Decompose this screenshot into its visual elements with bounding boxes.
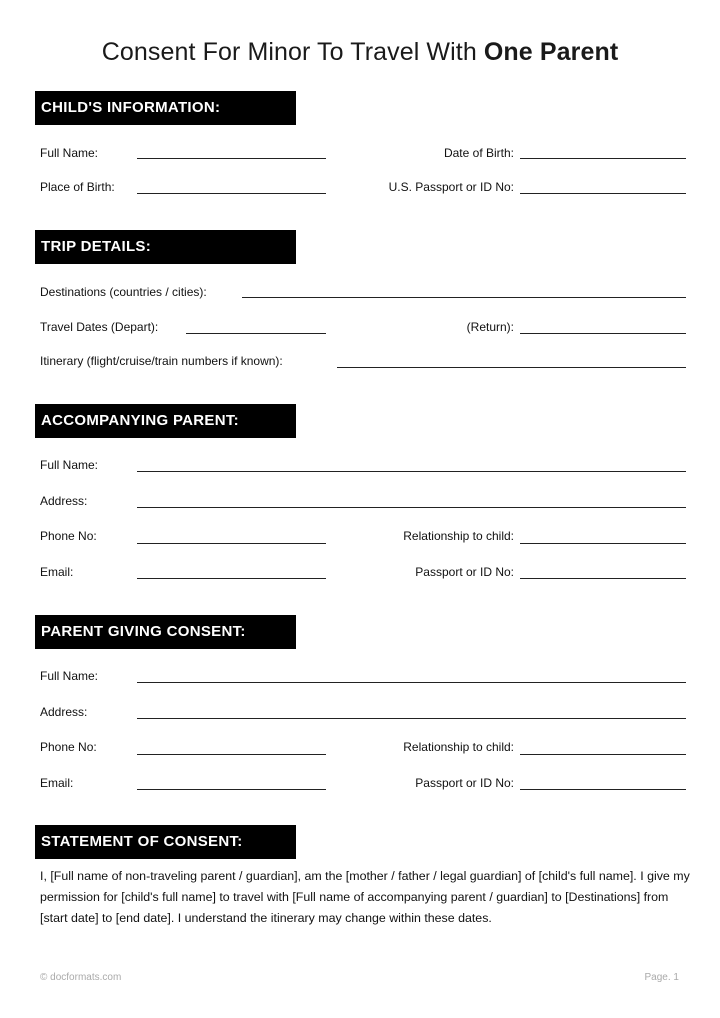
accompanying-relationship-label: Relationship to child:	[403, 529, 514, 543]
consenting-phone-label: Phone No:	[40, 740, 97, 754]
consenting-passport-field[interactable]	[520, 789, 686, 790]
footer-source: © docformats.com	[40, 972, 122, 983]
accompanying-phone-field[interactable]	[137, 543, 326, 544]
trip-return-label: (Return):	[466, 320, 514, 334]
child-passport-label: U.S. Passport or ID No:	[388, 180, 514, 194]
child-place-of-birth-field[interactable]	[137, 193, 326, 194]
accompanying-phone-label: Phone No:	[40, 529, 97, 543]
section-heading-consenting: PARENT GIVING CONSENT:	[35, 615, 296, 649]
consenting-phone-field[interactable]	[137, 754, 326, 755]
consenting-address-field[interactable]	[137, 718, 686, 719]
consenting-full-name-field[interactable]	[137, 682, 686, 683]
trip-itinerary-label: Itinerary (flight/cruise/train numbers if known):	[40, 354, 283, 368]
consenting-address-label: Address:	[40, 705, 88, 719]
accompanying-address-field[interactable]	[137, 507, 686, 508]
trip-depart-field[interactable]	[186, 333, 326, 334]
footer-page-number: Page. 1	[644, 972, 679, 983]
section-heading-child: CHILD'S INFORMATION:	[35, 91, 296, 125]
child-dob-label: Date of Birth:	[443, 146, 514, 160]
section-heading-trip: TRIP DETAILS:	[35, 230, 296, 264]
consenting-email-field[interactable]	[137, 789, 326, 790]
accompanying-passport-field[interactable]	[520, 578, 686, 579]
trip-depart-label: Travel Dates (Depart):	[40, 320, 159, 334]
consenting-relationship-field[interactable]	[520, 754, 686, 755]
child-dob-field[interactable]	[520, 158, 686, 159]
child-full-name-label: Full Name:	[40, 146, 99, 160]
accompanying-email-field[interactable]	[137, 578, 326, 579]
accompanying-full-name-label: Full Name:	[40, 458, 99, 472]
child-full-name-field[interactable]	[137, 158, 326, 159]
accompanying-passport-label: Passport or ID No:	[415, 565, 514, 579]
trip-return-field[interactable]	[520, 333, 686, 334]
accompanying-email-label: Email:	[40, 565, 74, 579]
child-passport-field[interactable]	[520, 193, 686, 194]
section-heading-accompanying: ACCOMPANYING PARENT:	[35, 404, 296, 438]
consenting-email-label: Email:	[40, 776, 74, 790]
statement-text: I, [Full name of non-traveling parent / guardian], am the [mother / father / legal guardian] of [child's full name]. I give my permission for [child's full name] to travel with [Full name of accompanying parent / guardian] to [Destinations] from [start date] to [end date]. I understand the itinerary may change within these dates.	[40, 869, 690, 925]
accompanying-full-name-field[interactable]	[137, 471, 686, 472]
section-heading-statement: STATEMENT OF CONSENT:	[35, 825, 296, 859]
accompanying-relationship-field[interactable]	[520, 543, 686, 544]
child-place-of-birth-label: Place of Birth:	[40, 180, 115, 194]
page-title: Consent For Minor To Travel With One Parent	[101, 38, 619, 66]
trip-destinations-label: Destinations (countries / cities):	[40, 285, 207, 299]
consenting-relationship-label: Relationship to child:	[403, 740, 514, 754]
consenting-passport-label: Passport or ID No:	[415, 776, 514, 790]
trip-itinerary-field[interactable]	[337, 367, 686, 368]
accompanying-address-label: Address:	[40, 494, 88, 508]
consenting-full-name-label: Full Name:	[40, 669, 99, 683]
trip-destinations-field[interactable]	[242, 297, 686, 298]
